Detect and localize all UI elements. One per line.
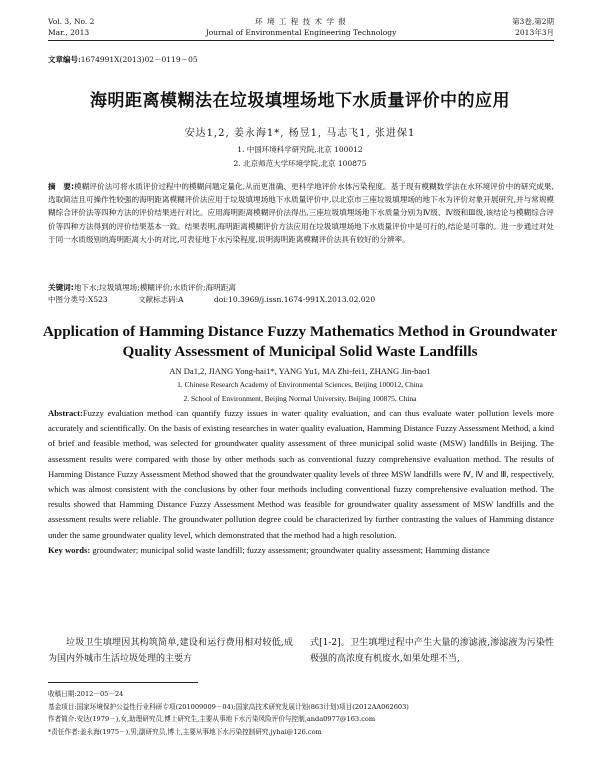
abstract-english (48, 406, 554, 558)
keywords-cn-text: 地下水;垃圾填埋场;模糊评价;水质评价;海明距离 (73, 283, 236, 292)
footnote-received: 收稿日期:2012－05－24 (48, 690, 124, 698)
header-divider (48, 40, 554, 41)
affiliation-en-2: 2. School of Environment, Beijing Normal University, Beijing 100875, China (183, 394, 417, 403)
keywords-en-text: groundwater; municipal solid waste landfill; fuzzy assessment; groundwater quality assessment; Hamming distance (92, 544, 490, 555)
header-issue: 第3卷,第2期 2013年3月 (512, 17, 554, 37)
document-code: 文献标志码:A (138, 295, 184, 304)
affiliation-cn-2: 2. 北京师范大学环境学院,北京 100875 (233, 159, 367, 168)
footnote-divider (48, 682, 198, 683)
header-volume: Vol. 3, No. 2 Mar., 2013 (48, 17, 95, 37)
abstract-cn-label: 摘 要: (48, 182, 75, 191)
running-header (48, 16, 554, 38)
title-chinese: 海明距离模糊法在垃圾填埋场地下水质量评价中的应用 (90, 91, 510, 111)
title-english: Application of Hamming Distance Fuzzy Mathematics Method in Groundwater Quality Assessment of Municipal Solid Waste Landfills (42, 323, 558, 360)
abstract-chinese (48, 180, 554, 246)
classification-line (48, 294, 554, 305)
authors-chinese: 安达1,2, 姜永海1*, 杨昱1, 马志飞1, 张进保1 (184, 128, 416, 139)
footnote-author: 作者简介:安达(1979－),女,助理研究员,博士研究生,主要从事地下水污染风险评价与控制,anda0977@163.com (48, 715, 376, 723)
header-journal: 环 境 工 程 技 术 学 报 Journal of Environmental Engineering Technology (205, 17, 397, 37)
abstract-cn-text: 模糊评价法可将水质评价过程中的模糊问题定量化,从而更准确、更科学地评价水体污染程度。基于现有模糊数学法在水环境评价中的研究成果,选取简洁且可操作性较强的海明距离模糊评价法应用于垃圾填埋场地下水质量评价中,以北京市三座垃圾填埋场的地下水为评价对象开展研究,并与常规模糊综合评价法等四种方法的评价结果进行对比。应用海明距离模糊评价法得出,三座垃圾填埋场地下水质量分别为Ⅳ级、Ⅳ级和Ⅲ级,该结论与模糊综合评价等四种方法得到的评价结果基本一致。结果表明,海明距离模糊评价方法应用在垃圾填埋场地下水质量评价中是可行的,结论是可靠的。进一步通过对处于同一水质级别的海明距离大小的对比,可表征地下水污染程度,说明海明距离模糊评价法具有较好的分辨率。 (48, 182, 555, 244)
footnotes (48, 688, 560, 738)
keywords-en-label: Key words: (48, 544, 91, 555)
keywords-chinese (48, 281, 554, 294)
keywords-cn-label: 关键词: (48, 283, 74, 292)
footnote-funding: 基金项目:国家环境保护公益性行业科研专项(201009009－04);国家高技术研究发展计划(863计划)项目(2012AA062603) (48, 702, 409, 711)
affiliation-en-1: 1. Chinese Research Academy of Environmental Sciences, Beijing 100012, China (177, 380, 423, 389)
article-number: 文章编号:1674991X(2013)02－0119－05 (48, 55, 198, 64)
body-column-left: 垃圾卫生填埋因其构筑简单,建设和运行费用相对较低,成为国内外城市生活垃圾处理的主要方 (48, 638, 293, 664)
abstract-en-label: Abstract: (48, 408, 83, 418)
abstract-en-text: Fuzzy evaluation method can quantify fuzzy issues in water quality evaluation, and can thus evaluate water pollution levels more accurately and scientifically. On the basis of existing researches in water quality evaluation, Hamming Distance Fuzzy Assessment Method, a kind of brief and feasible method, was selected for groundwater quality assessment of three municipal solid waste (MSW) landfills in Beijing. The assessment results were compared with those by other methods such as conventional fuzzy comprehensive evaluation method. The results of Hamming Distance Fuzzy Assessment Method showed that the groundwater quality levels of three MSW landfills were Ⅳ, Ⅳ and Ⅲ, respectively, which was almost consistent with the conclusions by other four methods including conventional fuzzy comprehensive evaluation method. The results showed that Hamming Distance Fuzzy Assessment Method was feasible for groundwater quality assessment of MSW landfills and the assessment results were reliable. The groundwater pollution degree could be characterized by further contrasting the values of Hamming distance under the same groundwater quality level, which demonstrated that the method had a high resolution. (48, 408, 554, 540)
authors-english: AN Da1,2, JIANG Yong-hai1*, YANG Yu1, MA Zhi-fei1, ZHANG Jin-bao1 (169, 366, 431, 376)
footnote-corresponding: *责任作者:姜永海(1975－),男,副研究员,博士,主要从事地下水污染控制研究,jyhai@126.com (48, 727, 322, 736)
body-column-right: 式[1-2]。卫生填埋过程中产生大量的渗滤液,渗滤液为污染性极强的高浓度有机废水,如果处理不当, (310, 638, 554, 664)
doi: doi:10.3969/j.issn.1674-991X.2013.02.020 (213, 295, 376, 304)
affiliation-cn-1: 1. 中国环境科学研究院,北京 100012 (237, 145, 363, 154)
clc-number: 中图分类号:X523 (48, 295, 108, 304)
